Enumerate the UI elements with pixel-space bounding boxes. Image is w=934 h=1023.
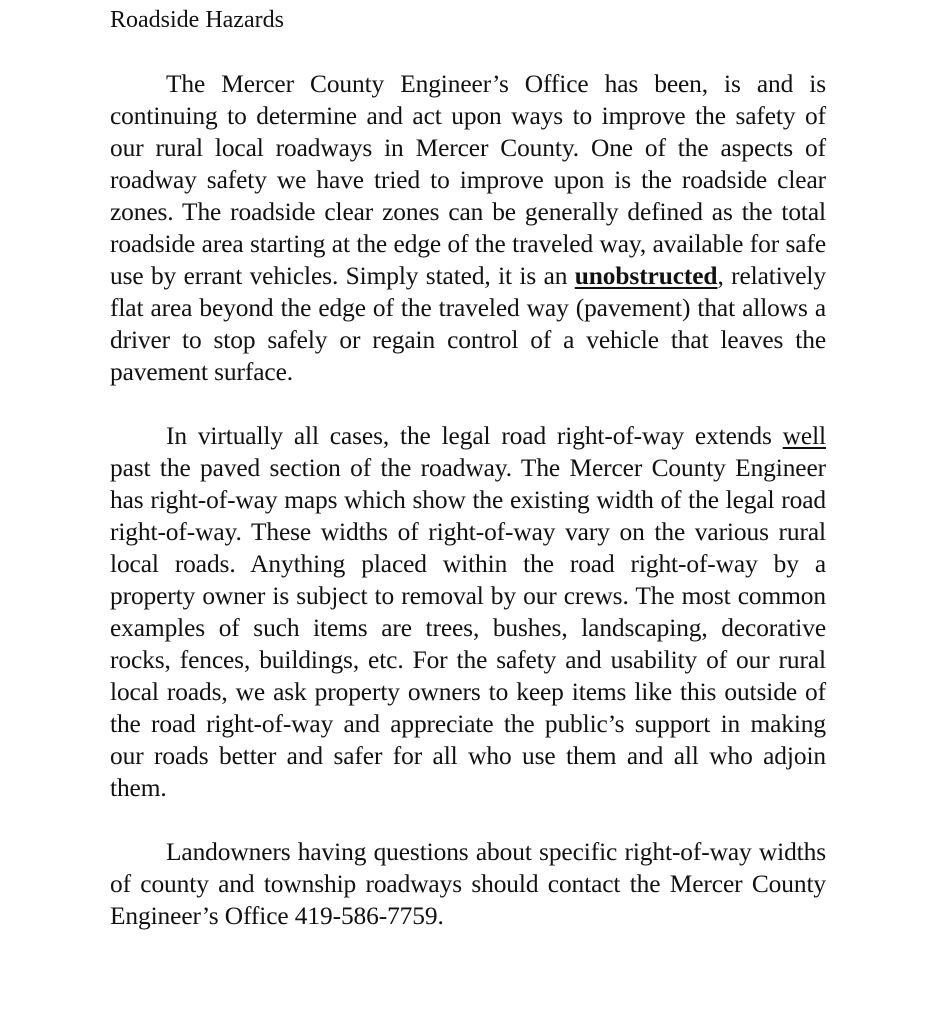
emphasis-unobstructed: unobstructed [574, 262, 718, 290]
paragraph-text: The Mercer County Engineer’s Office has been, is and is continuing to determine and act upon ways to improve the safety of our rural local roadways in Mercer County. One of the aspects of roadway safety we have tried to improve upon is the roadside clear zones. The roadside clear zones can be generally defined as the total roadside area starting at the edge of the traveled way, available for safe use by errant vehicles. Simply stated, it is an [110, 70, 826, 290]
document-page [110, 4, 826, 932]
document-title: Roadside Hazards [110, 7, 284, 33]
paragraph-right-of-way [110, 420, 826, 804]
paragraph-text: , relatively flat area beyond the edge of the traveled way (pavement) that allows a driver to stop safely or regain control of a vehicle that leaves the pavement surface. [110, 262, 826, 386]
paragraph-contact [110, 836, 826, 932]
emphasis-well: well [782, 422, 826, 450]
paragraph-text: In virtually all cases, the legal road right-of-way extends [166, 422, 783, 450]
paragraph-text: past the paved section of the roadway. The Mercer County Engineer has right-of-way maps which show the existing width of the legal road right-of-way. These widths of right-of-way vary on the various rural local roads. Anything placed within the road right-of-way by a property owner is subject to removal by our crews. The most common examples of such items are trees, bushes, landscaping, decorative rocks, fences, buildings, etc. For the safety and usability of our rural local roads, we ask property owners to keep items like this outside of the road right-of-way and appreciate the public’s support in making our roads better and safer for all who use them and all who adjoin them. [110, 454, 826, 802]
paragraph-clear-zones [110, 68, 826, 388]
paragraph-text: Landowners having questions about specific right-of-way widths of county and township roadways should contact the Mercer County Engineer’s Office 419-586-7759. [110, 838, 826, 930]
